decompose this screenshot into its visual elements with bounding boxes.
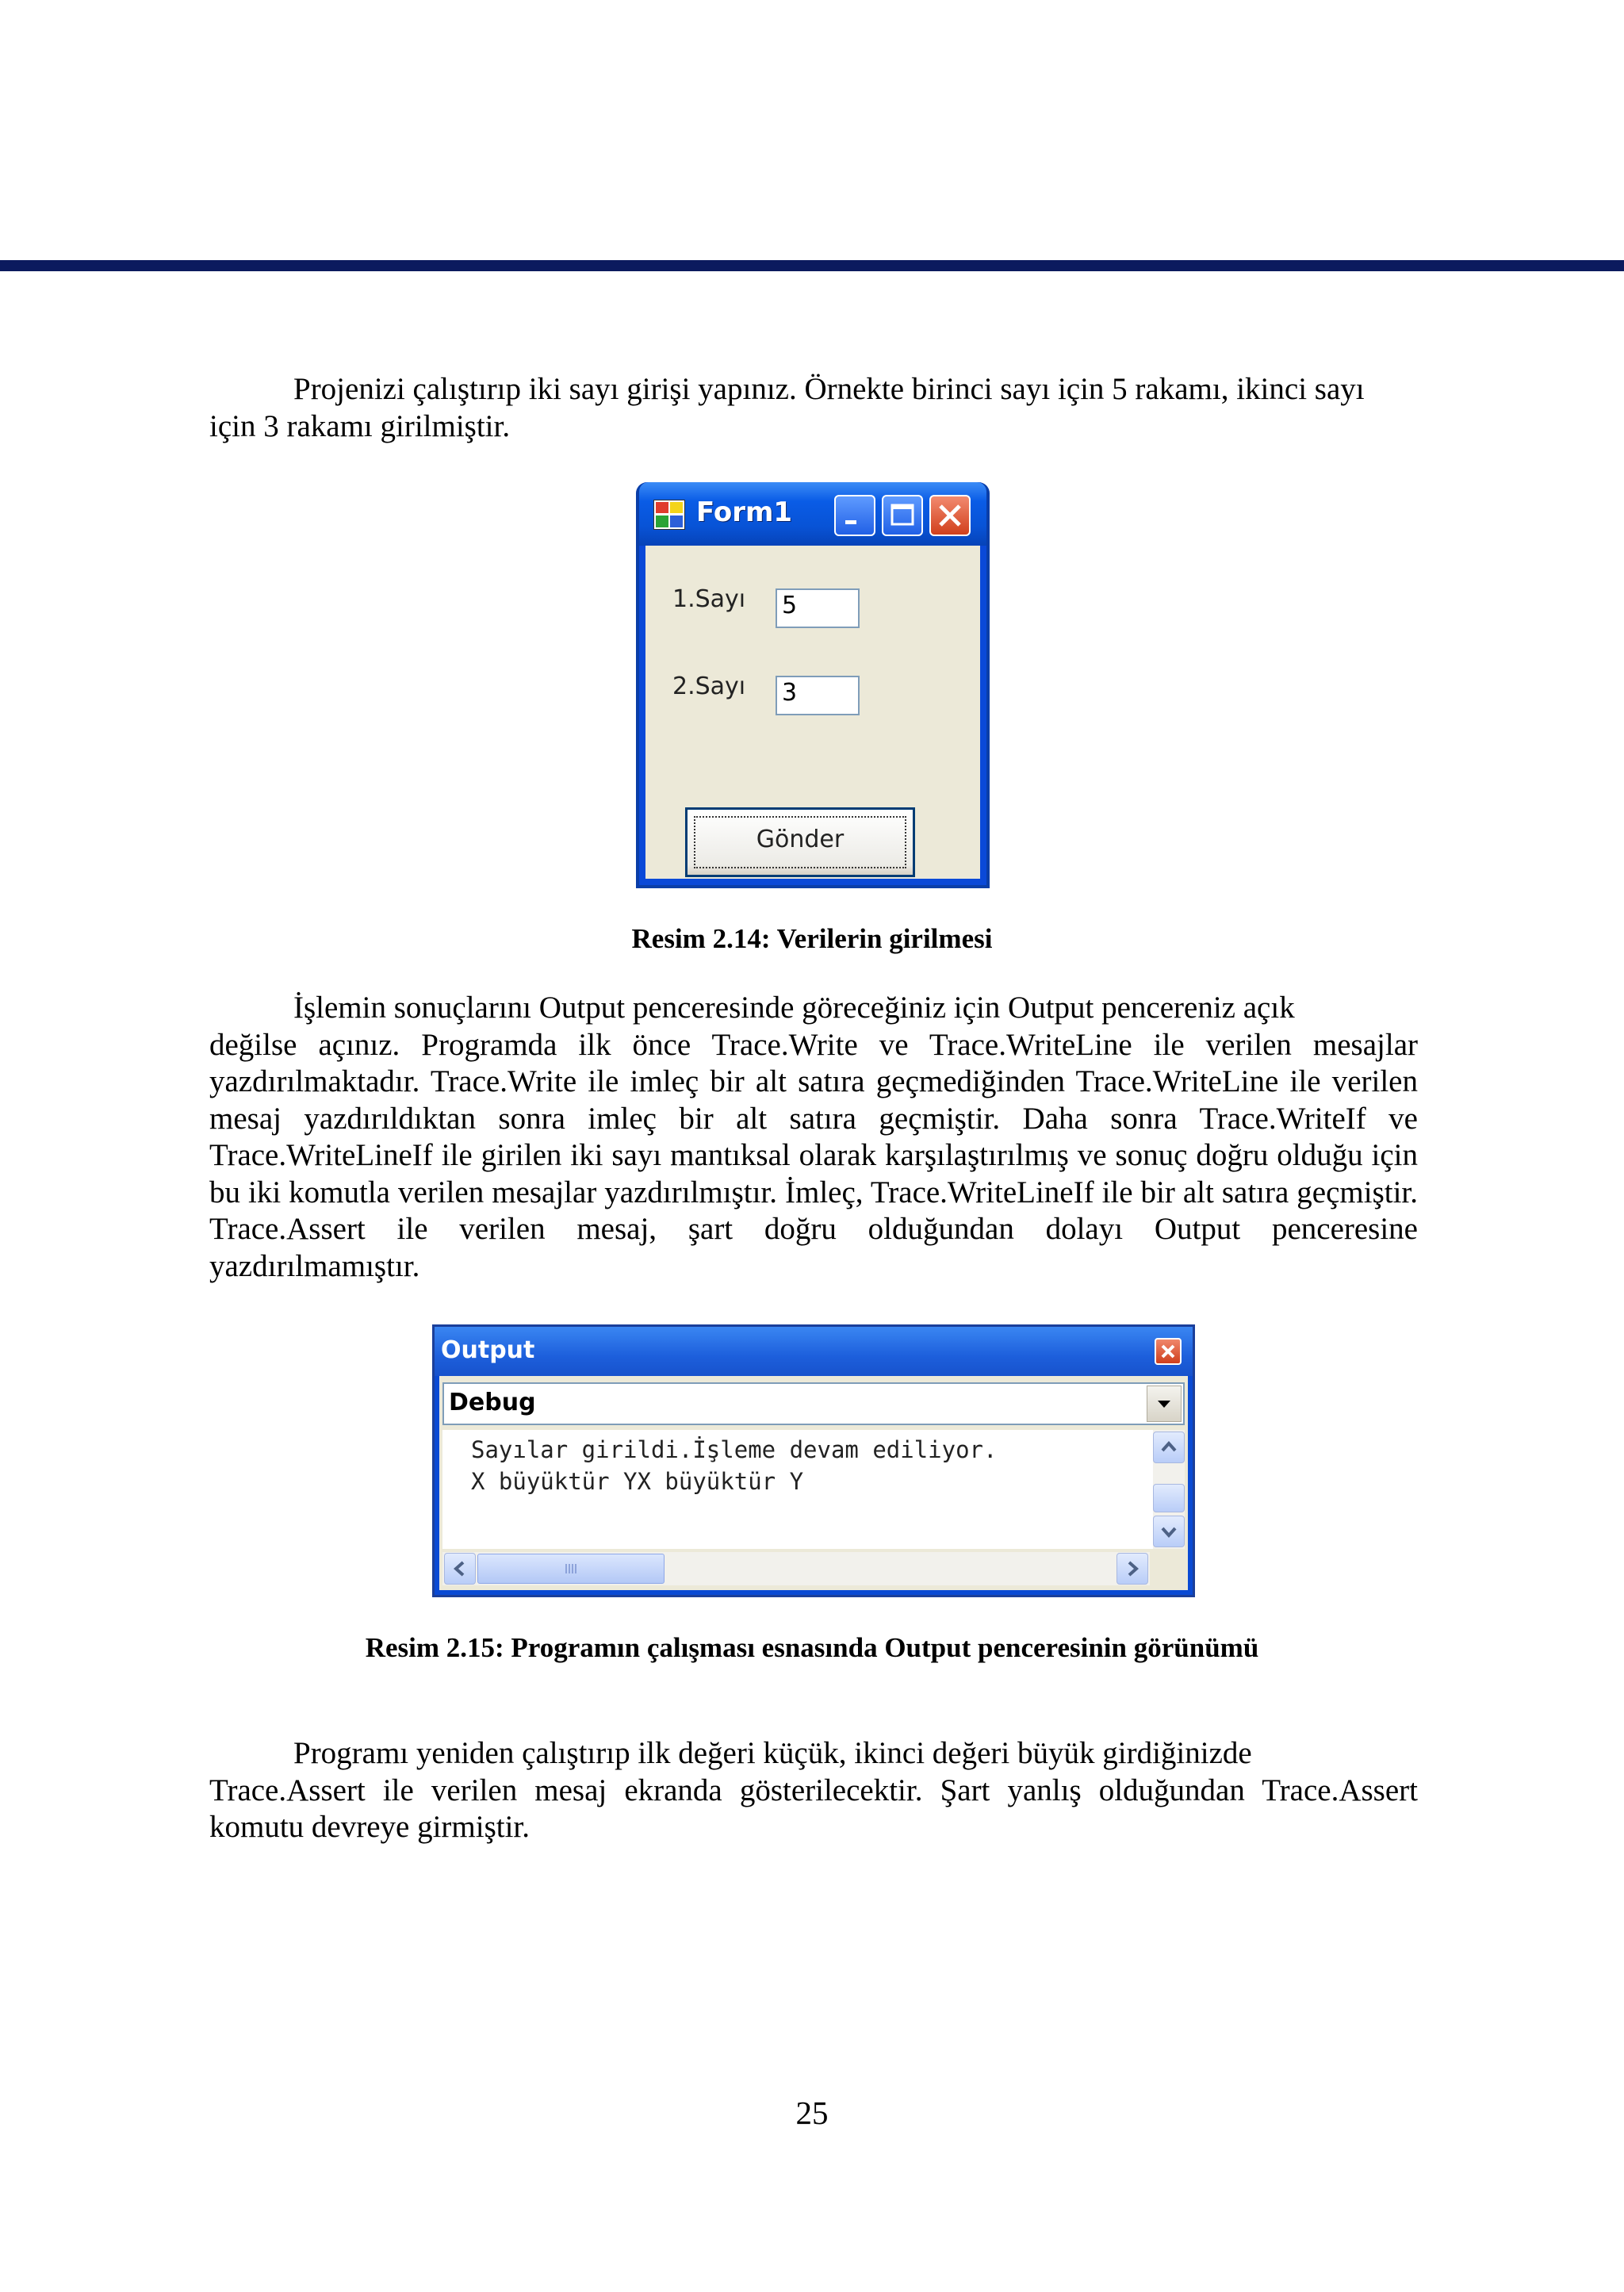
figure-15-caption: Resim 2.15: Programın çalışması esnasında Output penceresinin görünümü — [365, 1632, 1259, 1663]
header-rule — [0, 260, 1624, 271]
sayi1-label: 1.Sayı — [672, 585, 746, 613]
figure-14-caption: Resim 2.14: Verilerin girilmesi — [631, 923, 993, 954]
page-number: 25 — [795, 2095, 829, 2131]
scroll-up-icon — [1154, 1432, 1184, 1462]
output-source-dropdown[interactable] — [442, 1382, 1185, 1425]
dropdown-arrow-icon — [1147, 1386, 1181, 1421]
form1-window — [636, 482, 990, 888]
explanation-paragraph-first-line: İşlemin sonuçlarını Output penceresinde göreceğiniz için Output pencereniz açık — [293, 991, 1295, 1025]
scroll-down-button[interactable] — [1153, 1516, 1185, 1547]
output-window — [432, 1324, 1195, 1597]
output-line: Sayılar girildi.İşleme devam ediliyor. — [471, 1436, 998, 1463]
scroll-left-button[interactable] — [444, 1553, 476, 1585]
explanation-paragraph — [209, 990, 1418, 1285]
form1-title: Form1 — [696, 496, 793, 528]
gonder-button-label: Gönder — [756, 826, 845, 853]
vertical-scrollbar[interactable] — [1153, 1430, 1185, 1549]
maximize-icon — [883, 496, 921, 535]
grip-icon — [478, 1554, 664, 1583]
output-titlebar[interactable] — [435, 1327, 1193, 1376]
maximize-button[interactable] — [882, 495, 923, 536]
horizontal-scrollbar[interactable] — [442, 1552, 1150, 1585]
closing-paragraph — [209, 1735, 1418, 1846]
scroll-left-icon — [445, 1554, 475, 1584]
sayi2-input[interactable]: 3 — [776, 676, 860, 715]
form1-client-area — [645, 546, 980, 879]
scroll-right-icon — [1117, 1554, 1147, 1584]
scroll-right-button[interactable] — [1116, 1553, 1148, 1585]
intro-paragraph-rest: için 3 rakamı girilmiştir. — [209, 408, 511, 443]
sayi2-label: 2.Sayı — [672, 673, 746, 700]
minimize-button[interactable] — [834, 495, 875, 536]
intro-paragraph — [209, 371, 1418, 445]
scroll-down-icon — [1154, 1516, 1184, 1547]
gonder-button[interactable] — [685, 807, 915, 877]
closing-paragraph-first-line: Programı yeniden çalıştırıp ilk değeri küçük, ikinci değeri büyük girdiğinizde — [293, 1736, 1252, 1770]
scroll-up-button[interactable] — [1153, 1432, 1185, 1463]
output-line: X büyüktür YX büyüktür Y — [471, 1468, 804, 1495]
output-body — [439, 1376, 1188, 1590]
explanation-paragraph-rest: değilse açınız. Programda ilk önce Trace.Write ve Trace.WriteLine ile verilen mesajlar yazdırılmaktadır. Trace.Write ile imleç bir alt satıra geçmediğinden Trace.WriteLine ile verilen mesaj yazdırıldıktan sonra imleç bir alt satıra geçmiştir. Daha sonra Trace.WriteIf ve Trace.WriteLineIf ile girilen iki sayı mantıksal olarak karşılaştırılmış ve sonuç doğru olduğu için bu iki komutla verilen mesajlar yazdırılmıştır. İmleç, Trace.WriteLineIf ile bir alt satıra geçmiştir. Trace.Assert ile verilen mesaj, şart doğru olduğundan dolayı Output penceresine yazdırılmamıştır. — [209, 1027, 1418, 1283]
close-button[interactable] — [929, 495, 971, 536]
vertical-scroll-thumb[interactable] — [1153, 1484, 1185, 1512]
intro-paragraph-first-line: Projenizi çalıştırıp iki sayı girişi yapınız. Örnekte birinci sayı için 5 rakamı, ikinci sayı — [293, 372, 1365, 406]
app-icon — [653, 500, 685, 530]
output-source-value: Debug — [449, 1389, 536, 1416]
dropdown-arrow-button[interactable] — [1147, 1386, 1182, 1422]
output-close-button[interactable] — [1155, 1338, 1182, 1365]
minimize-icon — [836, 496, 874, 535]
output-text-area[interactable] — [442, 1430, 1185, 1549]
horizontal-scroll-thumb[interactable] — [477, 1554, 665, 1584]
close-icon — [931, 496, 969, 535]
close-icon — [1156, 1340, 1180, 1363]
form1-titlebar[interactable] — [639, 482, 986, 546]
sayi1-input[interactable]: 5 — [776, 588, 860, 628]
closing-paragraph-rest: Trace.Assert ile verilen mesaj ekranda gösterilecektir. Şart yanlış olduğundan Trace.Assert komutu devreye girmiştir. — [209, 1773, 1418, 1844]
output-title: Output — [441, 1336, 535, 1364]
